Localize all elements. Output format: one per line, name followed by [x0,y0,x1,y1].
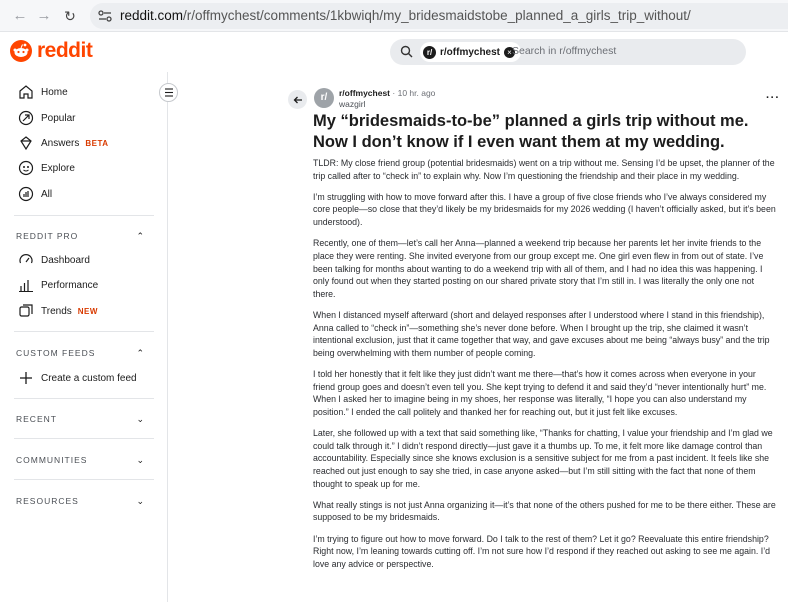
divider [14,398,154,399]
new-badge: NEW [77,306,98,316]
address-bar[interactable] [90,3,788,29]
more-options-icon[interactable]: ··· [766,92,780,104]
sidebar-item-answers[interactable]: Answers BETA [18,133,109,153]
menu-icon [164,88,174,97]
explore-icon [18,160,34,176]
home-icon [18,84,34,100]
subreddit-link[interactable]: r/offmychest [339,88,391,98]
back-button[interactable] [288,90,307,109]
search-placeholder[interactable]: Search in r/offmychest [512,45,617,57]
search-icon [400,45,413,58]
create-custom-feed-button[interactable]: Create a custom feed [18,368,137,388]
reddit-wordmark: reddit [37,39,93,62]
dashboard-icon [18,252,34,268]
chevron-down-icon: ⌄ [136,495,144,506]
chip-label: r/offmychest [440,46,501,58]
post-paragraph: I’m trying to figure out how to move forward. Do I talk to the rest of them? Let it go? Reevaluate this entire friendship? Right now, I’m leaning towards cutting off. I’m not sure how I’d respond if they reached out asking to see me again. I’d love any advice or perspective. [313,533,771,569]
section-communities[interactable]: COMMUNITIES ⌄ [16,454,144,465]
back-arrow-icon[interactable]: ← [12,7,28,24]
author-link[interactable]: wazgirl [339,99,366,109]
post-time: 10 hr. ago [397,88,436,98]
section-resources[interactable]: RESOURCES ⌄ [16,495,144,506]
sidebar-item-dashboard[interactable]: Dashboard [18,250,90,270]
divider [14,331,154,332]
popular-icon [18,110,34,126]
clear-chip-icon[interactable]: × [504,47,515,58]
subreddit-avatar[interactable]: r/ [314,88,334,108]
section-recent[interactable]: RECENT ⌄ [16,413,144,424]
answers-icon [18,135,34,151]
sidebar-item-explore[interactable]: Explore [18,158,75,178]
reddit-snoo-icon [10,40,32,62]
reload-icon[interactable]: ↻ [64,8,76,24]
post-paragraph: Recently, one of them—let’s call her Anna—planned a weekend trip because her parents let her invite friends to the place they were renting. She invited everyone from our group except me. One girl even flew in from out of state. I’ve been talking for months about wanting to do a weekend trip with all of them, and I had no idea this was happening. I only found out when they started posting on our shared private story that I’m still in. I was literally the only one not there. [313,238,764,299]
section-custom-feeds[interactable]: CUSTOM FEEDS ⌃ [16,347,144,358]
arrow-left-icon [293,95,303,105]
all-icon [18,186,34,202]
post-paragraph: What really stings is not just Anna organizing it—it’s that none of the others pushed for me to be there either. These are supposed to be my bridesmaids. [313,499,776,523]
sidebar-collapse-button[interactable] [159,83,178,102]
post-paragraph: I told her honestly that it felt like they just didn’t want me there—that’s how it comes across when everyone in your friend group goes and doesn’t even tell you. She kept trying to defend it and said they’d “never intentionally hurt” me. When I asked her to imagine being in my shoes, her response was literally, “I hope you can also understand my position.” I ended the call politely and thanked her for reaching out, but it just felt like excuses. [313,369,767,417]
sidebar-item-trends[interactable]: Trends NEW [18,301,98,321]
section-reddit-pro[interactable]: REDDIT PRO ⌃ [16,230,144,241]
divider [14,215,154,216]
post-paragraph: I’m struggling with how to move forward after this. I have a group of five close friends who I’ve always considered my core people—so close that they’d likely be my bridesmaids for my 2026 wedding (I haven’t officially asked, but it’s been understood). [313,191,776,228]
reddit-logo[interactable] [10,40,92,62]
beta-badge: BETA [85,138,109,148]
sidebar-item-all[interactable]: All [18,184,52,204]
sidebar-item-performance[interactable]: Performance [18,275,98,295]
post-title: My “bridesmaids-to-be” planned a girls trip without me. Now I don’t know if I even want them at my wedding. [313,112,749,151]
post-paragraph: When I distanced myself afterward (short and delayed responses after I understood where I stand in this friendship), Anna called to “check in”—something she’s never done before. When I brought up the trip, she claimed it wasn’t intentional exclusion, just that it came together that way, and gave excuses about me being “always busy” and the trip being overwhelming with them number of people coming. [313,310,770,358]
chevron-down-icon: ⌄ [136,454,144,465]
browser-toolbar [0,0,788,32]
site-settings-icon[interactable] [97,8,113,24]
plus-icon [18,370,34,386]
left-sidebar [0,72,168,602]
post-paragraph: Later, she followed up with a text that said something like, “Thanks for chatting, I value your friendship and I’m glad we could talk through it.” I didn’t respond directly—just gave it a thumbs up. To me, it felt more like damage control than accountability. Especially since she knows exclusion is a sensitive subject for me from a past incident. It feels like she reached out just enough to say she tried, in case anyone asked—but I’m still sitting with the fact that none of them thought to speak up for me. [313,428,773,489]
divider [14,438,154,439]
trends-icon [18,303,34,319]
chevron-up-icon: ⌃ [136,347,144,358]
performance-icon [18,277,34,293]
chevron-up-icon: ⌃ [136,230,144,241]
subreddit-avatar-icon: r/ [423,46,436,59]
divider [14,479,154,480]
post-body [313,157,777,579]
chevron-down-icon: ⌄ [136,413,144,424]
sidebar-item-home[interactable]: Home [18,82,68,102]
sidebar-item-popular[interactable]: Popular [18,108,75,128]
site-header [0,32,788,72]
search-bar[interactable] [390,39,746,65]
url-text: reddit.com/r/offmychest/comments/1kbwiqh/my_bridesmaidstobe_planned_a_girls_trip_without/ [120,8,691,23]
forward-arrow-icon[interactable]: → [36,7,52,24]
post-paragraph: TLDR: My close friend group (potential bridesmaids) went on a trip without me. Sensing I’d be upset, the planner of the trip called after to “check in” to explain why. Now I’m questioning the friendship and their place in my wedding. [313,158,775,181]
post-meta: r/offmychest · 10 hr. ago [339,88,436,98]
subreddit-search-chip[interactable] [420,42,521,62]
